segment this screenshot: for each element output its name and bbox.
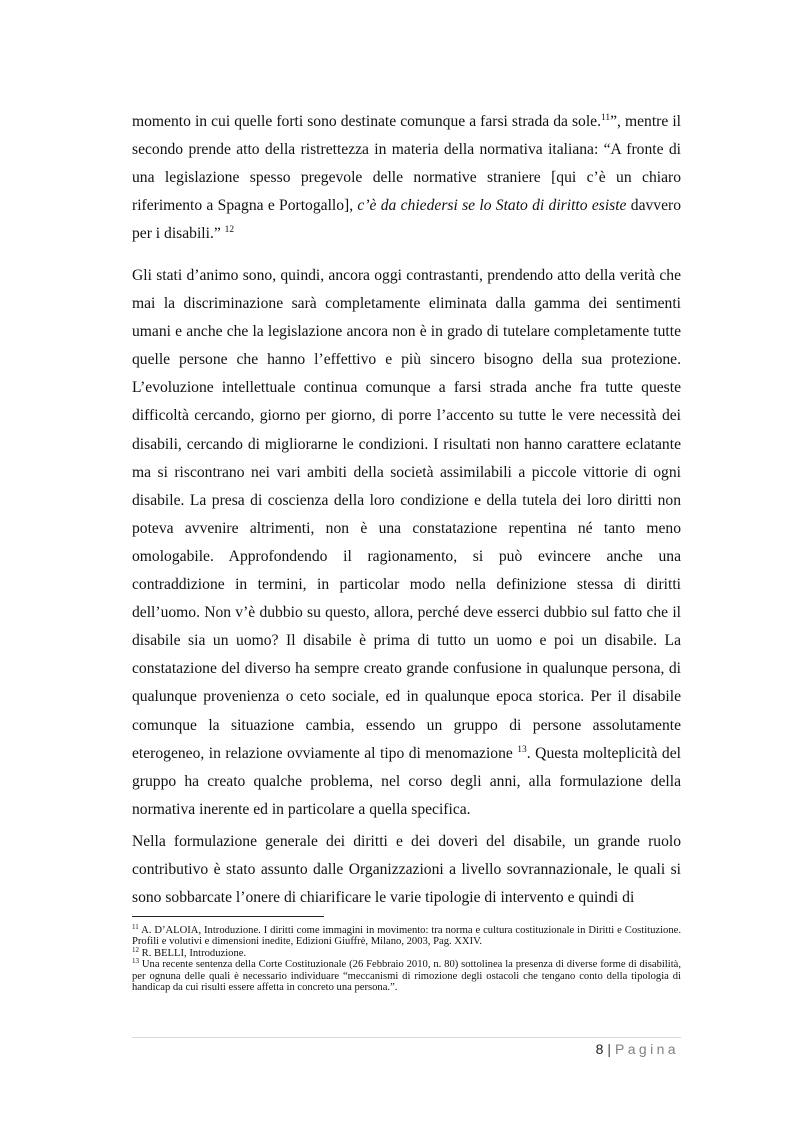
paragraph-text: . Questa molteplicità del gruppo ha creato qualche problema, nel corso degli anni, alla formulazione della normativa inerente ed in particolare a quella specifica. — [132, 744, 681, 818]
paragraph-1 — [132, 108, 681, 248]
footer-divider — [132, 1037, 681, 1038]
paragraph-3 — [132, 828, 681, 912]
paragraph-text: Gli stati d’animo sono, quindi, ancora oggi contrastanti, prendendo atto della verità che mai la discriminazione sarà completamente eliminata dalla gamma dei sentimenti umani e anche che la legislazione ancora non è in grado di tutelare completamente tutte quelle persone che hanno l’effettivo e più sincero bisogno della sua protezione. L’evoluzione intellettuale continua comunque a farsi strada anche fra tutte queste difficoltà cercando, giorno per giorno, di porre l’accento su tutte le vere necessità dei disabili, cercando di migliorarne le condizioni. I risultati non hanno carattere eclatante ma si riscontrano nei vari ambiti della società assimilabili a piccole vittorie di ogni disabile. La presa di coscienza della loro condizione e della tutela dei loro diritti non poteva avvenire altrimenti, non è una constatazione repentina né tanto meno omologabile. Approfondendo il ragionamento, si può evincere anche una contraddizione in termini, in particolar modo nella definizione stessa di diritti dell’uomo. Non v’è dubbio su questo, allora, perché deve esserci dubbio sul fatto che il disabile sia un uomo? Il disabile è prima di tutto un uomo e poi un disabile. La constatazione del diverso ha sempre creato grande confusione in qualunque persona, di qualunque provenienza o ceto sociale, ed in qualunque epoca storica. Per il disabile comunque la situazione cambia, essendo un gruppo di persone assolutamente eterogeneo, in relazione ovviamente al tipo di menomazione — [132, 267, 681, 762]
paragraph-text: momento in cui quelle forti sono destinate comunque a farsi strada da sole. — [132, 113, 601, 130]
footer-separator: | — [607, 1041, 611, 1057]
page-number: 8 — [595, 1041, 604, 1057]
page-label: Pagina — [615, 1041, 679, 1057]
italic-quote: c’è da chiedersi se lo Stato di diritto esiste — [357, 197, 627, 215]
paragraph-2 — [132, 262, 681, 824]
footnote-text: R. BELLI, Introduzione. — [139, 947, 247, 959]
footnote-text: Una recente sentenza della Corte Costituzionale (26 Febbraio 2010, n. 80) sottolinea la presenza di diverse forme di disabilità, per ognuna delle quali è necessario individuare “meccanismi di rimozione degli ostacoli che tengano conto della tipologia di handicap da cui risulti essere affetta in concreto una persona.”. — [132, 959, 681, 994]
footnote-text: A. D’ALOIA, Introduzione. I diritti come immagini in movimento: tra norma e cultura costituzionale in Diritti e Costituzione. Profili e volutivi e dimensioni inedite, Edizioni Giuffrè, Milano, 2003, Pag. XXIV. — [132, 925, 681, 948]
footnote-separator — [132, 916, 324, 917]
footnote-number: 12 — [132, 945, 139, 954]
footnote-ref-13: 13 — [517, 744, 527, 755]
paragraph-text: ”, mentre il secondo prende atto della ristrettezza in materia della normativa italiana: “A fronte di una legislazione spesso pregevole delle normative straniere [qui c’è un chiaro riferimento a Spagna e Portogallo], — [132, 113, 682, 215]
footnote-12 — [132, 945, 681, 959]
footnote-number: 13 — [132, 957, 139, 966]
footnote-11 — [132, 925, 681, 948]
footnote-13 — [132, 959, 681, 993]
footnotes — [132, 925, 681, 993]
page-footer — [596, 1041, 679, 1057]
paragraph-text: davvero per i disabili.” — [132, 197, 681, 243]
footnote-ref-11: 11 — [600, 113, 611, 123]
footnote-ref-12: 12 — [224, 225, 235, 236]
footnote-number: 11 — [132, 923, 139, 931]
paragraph-text: Nella formulazione generale dei diritti e dei doveri del disabile, un grande ruolo contributivo è stato assunto dalle Organizzazioni a livello sovrannazionale, le quali si sono sobbarcate l’onere di chiarificare le varie tipologie di intervento e quindi di — [132, 833, 681, 907]
